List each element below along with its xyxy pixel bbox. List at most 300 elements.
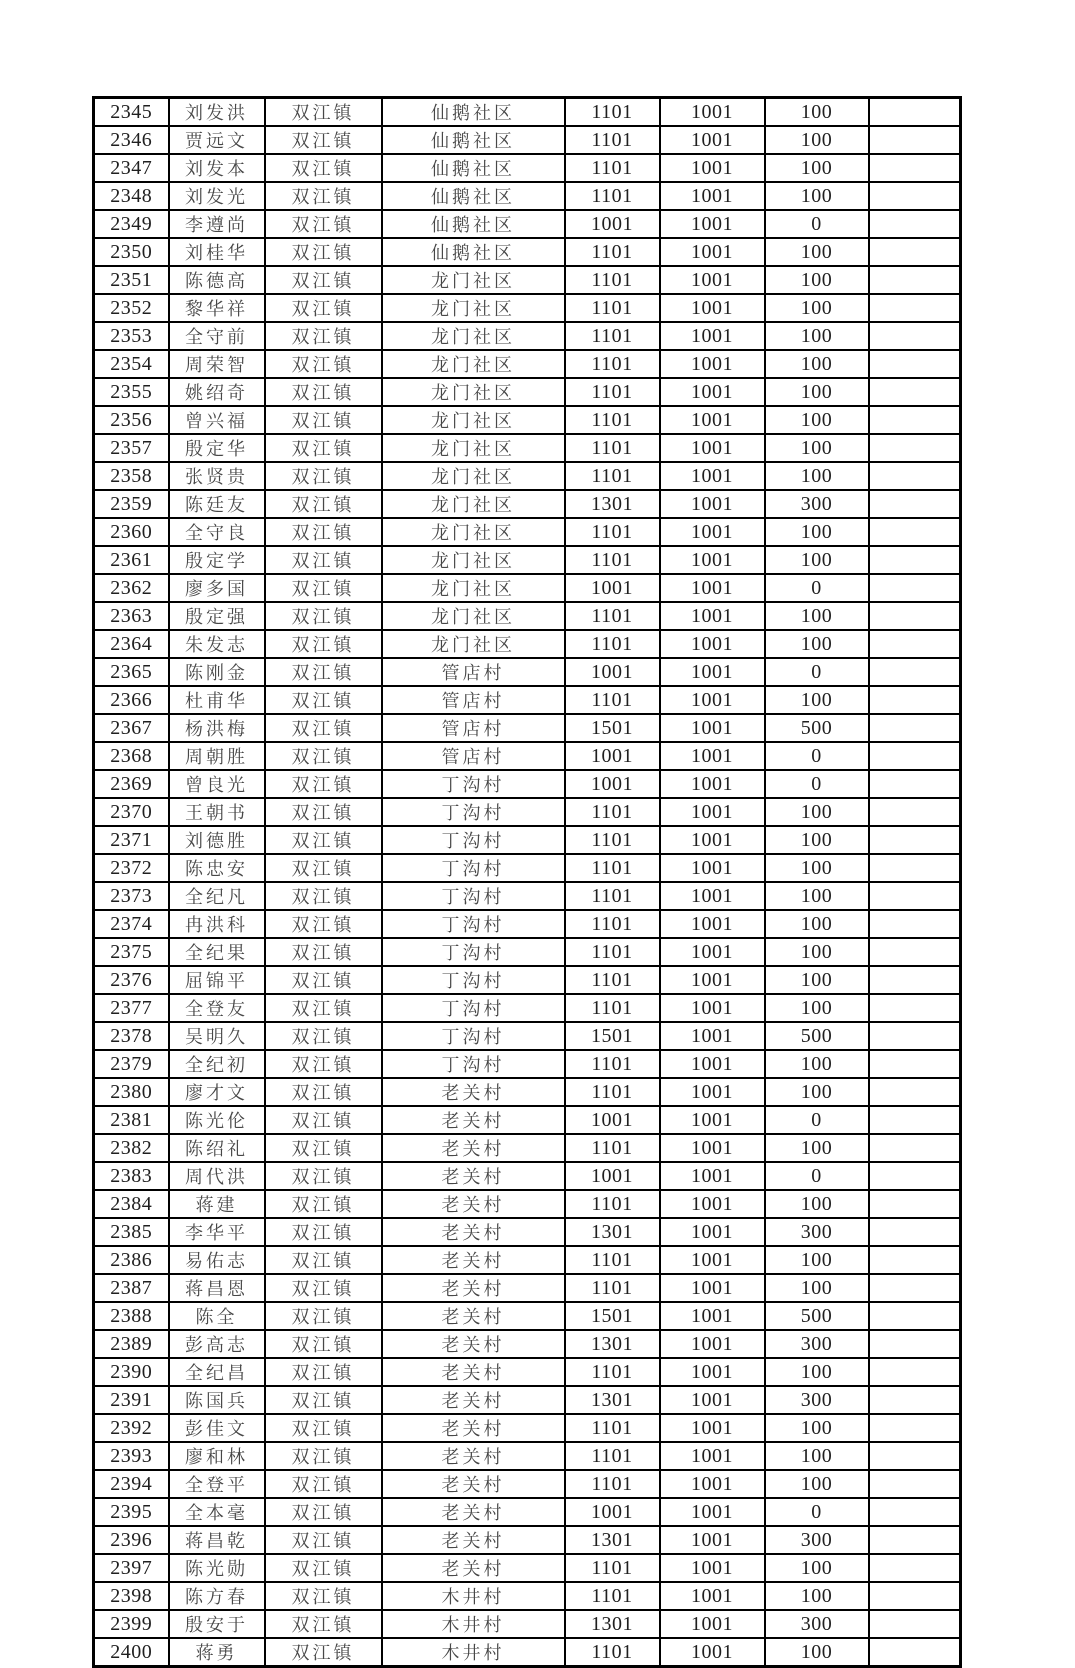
cell-serial-number: 2346 <box>94 126 169 154</box>
table-row <box>94 658 961 686</box>
cell-town: 双江镇 <box>265 686 382 714</box>
table-body <box>94 98 961 1667</box>
cell-serial-number: 2375 <box>94 938 169 966</box>
cell-amount-2: 1001 <box>660 826 765 854</box>
cell-person-name: 殷安于 <box>169 1610 265 1638</box>
table-row <box>94 882 961 910</box>
cell-town: 双江镇 <box>265 1134 382 1162</box>
table-row <box>94 938 961 966</box>
cell-serial-number: 2379 <box>94 1050 169 1078</box>
cell-village: 仙鹅社区 <box>382 154 565 182</box>
cell-empty <box>869 350 961 378</box>
cell-amount-2: 1001 <box>660 882 765 910</box>
cell-amount-3: 100 <box>765 350 869 378</box>
cell-village: 老关村 <box>382 1414 565 1442</box>
cell-serial-number: 2352 <box>94 294 169 322</box>
table-row <box>94 630 961 658</box>
cell-village: 龙门社区 <box>382 350 565 378</box>
cell-empty <box>869 1302 961 1330</box>
cell-amount-2: 1001 <box>660 1554 765 1582</box>
cell-village: 丁沟村 <box>382 966 565 994</box>
cell-amount-3: 500 <box>765 1302 869 1330</box>
cell-person-name: 彭佳文 <box>169 1414 265 1442</box>
table-row <box>94 1638 961 1667</box>
table-row <box>94 742 961 770</box>
cell-person-name: 全纪果 <box>169 938 265 966</box>
cell-serial-number: 2371 <box>94 826 169 854</box>
cell-town: 双江镇 <box>265 602 382 630</box>
cell-village: 老关村 <box>382 1442 565 1470</box>
cell-serial-number: 2382 <box>94 1134 169 1162</box>
cell-amount-2: 1001 <box>660 854 765 882</box>
cell-amount-3: 500 <box>765 714 869 742</box>
cell-village: 仙鹅社区 <box>382 182 565 210</box>
table-row <box>94 770 961 798</box>
cell-empty <box>869 406 961 434</box>
cell-serial-number: 2395 <box>94 1498 169 1526</box>
cell-empty <box>869 798 961 826</box>
cell-town: 双江镇 <box>265 966 382 994</box>
cell-amount-3: 100 <box>765 1358 869 1386</box>
cell-amount-1: 1101 <box>565 1190 660 1218</box>
cell-amount-3: 0 <box>765 1106 869 1134</box>
cell-person-name: 陈光伦 <box>169 1106 265 1134</box>
cell-village: 龙门社区 <box>382 630 565 658</box>
cell-amount-3: 100 <box>765 378 869 406</box>
table-row <box>94 686 961 714</box>
cell-village: 龙门社区 <box>382 574 565 602</box>
cell-empty <box>869 854 961 882</box>
table-row <box>94 1274 961 1302</box>
cell-person-name: 陈全 <box>169 1302 265 1330</box>
cell-town: 双江镇 <box>265 518 382 546</box>
cell-serial-number: 2357 <box>94 434 169 462</box>
cell-person-name: 廖和林 <box>169 1442 265 1470</box>
cell-town: 双江镇 <box>265 1358 382 1386</box>
cell-amount-3: 100 <box>765 1078 869 1106</box>
cell-amount-3: 300 <box>765 1330 869 1358</box>
cell-empty <box>869 1442 961 1470</box>
cell-amount-3: 100 <box>765 938 869 966</box>
cell-amount-1: 1301 <box>565 1610 660 1638</box>
cell-amount-3: 100 <box>765 1442 869 1470</box>
cell-town: 双江镇 <box>265 1162 382 1190</box>
cell-empty <box>869 658 961 686</box>
cell-town: 双江镇 <box>265 1246 382 1274</box>
cell-empty <box>869 294 961 322</box>
table-row <box>94 518 961 546</box>
cell-amount-2: 1001 <box>660 994 765 1022</box>
cell-serial-number: 2370 <box>94 798 169 826</box>
cell-empty <box>869 742 961 770</box>
cell-amount-3: 100 <box>765 294 869 322</box>
cell-empty <box>869 490 961 518</box>
cell-person-name: 贾远文 <box>169 126 265 154</box>
cell-village: 老关村 <box>382 1526 565 1554</box>
cell-serial-number: 2356 <box>94 406 169 434</box>
cell-amount-1: 1101 <box>565 994 660 1022</box>
cell-amount-2: 1001 <box>660 406 765 434</box>
cell-person-name: 王朝书 <box>169 798 265 826</box>
cell-amount-1: 1101 <box>565 966 660 994</box>
cell-amount-3: 100 <box>765 1582 869 1610</box>
cell-town: 双江镇 <box>265 490 382 518</box>
cell-serial-number: 2358 <box>94 462 169 490</box>
table-row <box>94 1134 961 1162</box>
cell-amount-1: 1501 <box>565 1022 660 1050</box>
cell-village: 老关村 <box>382 1162 565 1190</box>
cell-person-name: 易佑志 <box>169 1246 265 1274</box>
cell-town: 双江镇 <box>265 1190 382 1218</box>
cell-village: 龙门社区 <box>382 406 565 434</box>
cell-amount-1: 1101 <box>565 1470 660 1498</box>
cell-amount-3: 100 <box>765 1554 869 1582</box>
cell-village: 老关村 <box>382 1190 565 1218</box>
cell-serial-number: 2386 <box>94 1246 169 1274</box>
cell-serial-number: 2381 <box>94 1106 169 1134</box>
table-row <box>94 490 961 518</box>
cell-serial-number: 2361 <box>94 546 169 574</box>
cell-empty <box>869 686 961 714</box>
cell-town: 双江镇 <box>265 238 382 266</box>
table-row <box>94 1358 961 1386</box>
cell-person-name: 黎华祥 <box>169 294 265 322</box>
cell-town: 双江镇 <box>265 994 382 1022</box>
cell-town: 双江镇 <box>265 154 382 182</box>
cell-amount-2: 1001 <box>660 238 765 266</box>
roster-table <box>92 96 962 1668</box>
cell-amount-3: 100 <box>765 406 869 434</box>
cell-village: 管店村 <box>382 714 565 742</box>
cell-empty <box>869 882 961 910</box>
cell-town: 双江镇 <box>265 1330 382 1358</box>
table-row <box>94 826 961 854</box>
cell-amount-1: 1301 <box>565 1218 660 1246</box>
cell-empty <box>869 994 961 1022</box>
cell-amount-2: 1001 <box>660 1190 765 1218</box>
cell-empty <box>869 630 961 658</box>
table-row <box>94 910 961 938</box>
cell-amount-2: 1001 <box>660 518 765 546</box>
cell-village: 丁沟村 <box>382 798 565 826</box>
cell-serial-number: 2380 <box>94 1078 169 1106</box>
cell-empty <box>869 1190 961 1218</box>
cell-amount-2: 1001 <box>660 910 765 938</box>
cell-amount-3: 100 <box>765 882 869 910</box>
cell-town: 双江镇 <box>265 434 382 462</box>
cell-amount-3: 100 <box>765 154 869 182</box>
cell-town: 双江镇 <box>265 462 382 490</box>
cell-amount-2: 1001 <box>660 966 765 994</box>
table-row <box>94 210 961 238</box>
cell-amount-2: 1001 <box>660 630 765 658</box>
cell-amount-3: 100 <box>765 434 869 462</box>
cell-amount-2: 1001 <box>660 1638 765 1667</box>
cell-amount-1: 1001 <box>565 770 660 798</box>
cell-amount-3: 100 <box>765 1274 869 1302</box>
cell-empty <box>869 1638 961 1667</box>
cell-empty <box>869 1582 961 1610</box>
cell-serial-number: 2368 <box>94 742 169 770</box>
cell-amount-1: 1301 <box>565 1526 660 1554</box>
cell-empty <box>869 1134 961 1162</box>
cell-amount-2: 1001 <box>660 266 765 294</box>
cell-serial-number: 2389 <box>94 1330 169 1358</box>
cell-amount-3: 100 <box>765 1050 869 1078</box>
table-row <box>94 1386 961 1414</box>
cell-amount-1: 1101 <box>565 798 660 826</box>
cell-amount-3: 0 <box>765 574 869 602</box>
cell-empty <box>869 1218 961 1246</box>
table-row <box>94 1246 961 1274</box>
cell-empty <box>869 322 961 350</box>
cell-empty <box>869 1526 961 1554</box>
cell-village: 龙门社区 <box>382 462 565 490</box>
cell-empty <box>869 1498 961 1526</box>
cell-town: 双江镇 <box>265 826 382 854</box>
table-row <box>94 378 961 406</box>
cell-village: 仙鹅社区 <box>382 210 565 238</box>
cell-town: 双江镇 <box>265 658 382 686</box>
cell-empty <box>869 1554 961 1582</box>
cell-person-name: 蒋建 <box>169 1190 265 1218</box>
cell-amount-2: 1001 <box>660 938 765 966</box>
cell-amount-3: 100 <box>765 1134 869 1162</box>
cell-amount-3: 100 <box>765 798 869 826</box>
cell-amount-2: 1001 <box>660 1050 765 1078</box>
cell-empty <box>869 1610 961 1638</box>
cell-town: 双江镇 <box>265 910 382 938</box>
cell-amount-3: 0 <box>765 658 869 686</box>
cell-village: 龙门社区 <box>382 378 565 406</box>
cell-village: 老关村 <box>382 1386 565 1414</box>
cell-amount-3: 100 <box>765 1190 869 1218</box>
cell-serial-number: 2383 <box>94 1162 169 1190</box>
cell-amount-3: 100 <box>765 1470 869 1498</box>
cell-amount-3: 300 <box>765 1386 869 1414</box>
cell-person-name: 陈德高 <box>169 266 265 294</box>
cell-amount-1: 1101 <box>565 294 660 322</box>
cell-amount-1: 1101 <box>565 686 660 714</box>
cell-amount-3: 100 <box>765 266 869 294</box>
cell-amount-2: 1001 <box>660 126 765 154</box>
cell-amount-1: 1101 <box>565 322 660 350</box>
cell-person-name: 全登友 <box>169 994 265 1022</box>
cell-amount-3: 0 <box>765 210 869 238</box>
cell-town: 双江镇 <box>265 1022 382 1050</box>
cell-amount-3: 0 <box>765 742 869 770</box>
cell-amount-3: 100 <box>765 910 869 938</box>
cell-person-name: 刘发光 <box>169 182 265 210</box>
cell-village: 老关村 <box>382 1554 565 1582</box>
cell-amount-1: 1101 <box>565 854 660 882</box>
table-row <box>94 1442 961 1470</box>
cell-town: 双江镇 <box>265 1638 382 1667</box>
cell-amount-2: 1001 <box>660 1470 765 1498</box>
table-row <box>94 546 961 574</box>
cell-empty <box>869 546 961 574</box>
cell-person-name: 刘桂华 <box>169 238 265 266</box>
cell-amount-1: 1001 <box>565 1162 660 1190</box>
cell-amount-1: 1101 <box>565 462 660 490</box>
cell-serial-number: 2399 <box>94 1610 169 1638</box>
cell-village: 丁沟村 <box>382 1050 565 1078</box>
cell-person-name: 殷定强 <box>169 602 265 630</box>
cell-serial-number: 2350 <box>94 238 169 266</box>
cell-town: 双江镇 <box>265 350 382 378</box>
cell-amount-1: 1101 <box>565 826 660 854</box>
cell-town: 双江镇 <box>265 1610 382 1638</box>
cell-amount-2: 1001 <box>660 98 765 127</box>
cell-amount-1: 1101 <box>565 1246 660 1274</box>
cell-amount-2: 1001 <box>660 1526 765 1554</box>
cell-empty <box>869 714 961 742</box>
cell-town: 双江镇 <box>265 266 382 294</box>
cell-village: 老关村 <box>382 1218 565 1246</box>
cell-amount-1: 1101 <box>565 1050 660 1078</box>
cell-empty <box>869 182 961 210</box>
cell-village: 龙门社区 <box>382 518 565 546</box>
cell-amount-1: 1101 <box>565 518 660 546</box>
cell-village: 老关村 <box>382 1134 565 1162</box>
cell-amount-2: 1001 <box>660 1610 765 1638</box>
cell-empty <box>869 1414 961 1442</box>
cell-town: 双江镇 <box>265 630 382 658</box>
cell-village: 木井村 <box>382 1610 565 1638</box>
cell-amount-2: 1001 <box>660 1442 765 1470</box>
cell-serial-number: 2394 <box>94 1470 169 1498</box>
cell-town: 双江镇 <box>265 1414 382 1442</box>
table-row <box>94 1414 961 1442</box>
table-row <box>94 1526 961 1554</box>
cell-amount-1: 1001 <box>565 658 660 686</box>
table-row <box>94 1302 961 1330</box>
cell-amount-1: 1001 <box>565 1106 660 1134</box>
cell-person-name: 全纪昌 <box>169 1358 265 1386</box>
cell-amount-2: 1001 <box>660 546 765 574</box>
cell-empty <box>869 1022 961 1050</box>
cell-amount-1: 1101 <box>565 1582 660 1610</box>
cell-amount-1: 1101 <box>565 1274 660 1302</box>
cell-person-name: 吴明久 <box>169 1022 265 1050</box>
cell-amount-2: 1001 <box>660 462 765 490</box>
cell-person-name: 姚绍奇 <box>169 378 265 406</box>
table-row <box>94 798 961 826</box>
cell-amount-2: 1001 <box>660 1078 765 1106</box>
cell-town: 双江镇 <box>265 1274 382 1302</box>
cell-serial-number: 2353 <box>94 322 169 350</box>
cell-town: 双江镇 <box>265 322 382 350</box>
table-row <box>94 182 961 210</box>
table-row <box>94 126 961 154</box>
cell-amount-2: 1001 <box>660 182 765 210</box>
cell-amount-3: 100 <box>765 1638 869 1667</box>
cell-serial-number: 2398 <box>94 1582 169 1610</box>
table-row <box>94 1554 961 1582</box>
cell-amount-2: 1001 <box>660 1106 765 1134</box>
cell-amount-1: 1101 <box>565 406 660 434</box>
cell-amount-1: 1101 <box>565 434 660 462</box>
cell-empty <box>869 1386 961 1414</box>
cell-village: 管店村 <box>382 686 565 714</box>
cell-serial-number: 2345 <box>94 98 169 127</box>
cell-village: 老关村 <box>382 1330 565 1358</box>
cell-empty <box>869 378 961 406</box>
cell-village: 龙门社区 <box>382 294 565 322</box>
cell-empty <box>869 1078 961 1106</box>
cell-amount-3: 100 <box>765 686 869 714</box>
cell-person-name: 李华平 <box>169 1218 265 1246</box>
cell-amount-3: 300 <box>765 1218 869 1246</box>
cell-serial-number: 2369 <box>94 770 169 798</box>
cell-person-name: 陈光勋 <box>169 1554 265 1582</box>
cell-town: 双江镇 <box>265 210 382 238</box>
cell-amount-2: 1001 <box>660 1246 765 1274</box>
cell-empty <box>869 238 961 266</box>
cell-serial-number: 2400 <box>94 1638 169 1667</box>
cell-village: 丁沟村 <box>382 938 565 966</box>
cell-amount-2: 1001 <box>660 1498 765 1526</box>
cell-person-name: 全纪凡 <box>169 882 265 910</box>
cell-town: 双江镇 <box>265 294 382 322</box>
cell-empty <box>869 1358 961 1386</box>
cell-empty <box>869 910 961 938</box>
cell-amount-3: 300 <box>765 1610 869 1638</box>
cell-amount-3: 100 <box>765 602 869 630</box>
cell-empty <box>869 1246 961 1274</box>
cell-town: 双江镇 <box>265 1386 382 1414</box>
cell-town: 双江镇 <box>265 798 382 826</box>
cell-serial-number: 2385 <box>94 1218 169 1246</box>
cell-amount-2: 1001 <box>660 350 765 378</box>
cell-town: 双江镇 <box>265 1554 382 1582</box>
cell-amount-3: 100 <box>765 98 869 127</box>
cell-town: 双江镇 <box>265 882 382 910</box>
cell-town: 双江镇 <box>265 714 382 742</box>
cell-serial-number: 2372 <box>94 854 169 882</box>
cell-village: 仙鹅社区 <box>382 126 565 154</box>
cell-amount-3: 300 <box>765 1526 869 1554</box>
cell-town: 双江镇 <box>265 406 382 434</box>
table-row <box>94 1470 961 1498</box>
cell-person-name: 周朝胜 <box>169 742 265 770</box>
cell-village: 老关村 <box>382 1302 565 1330</box>
cell-amount-2: 1001 <box>660 1582 765 1610</box>
table-row <box>94 1218 961 1246</box>
table-row <box>94 98 961 127</box>
table-row <box>94 294 961 322</box>
cell-amount-2: 1001 <box>660 686 765 714</box>
cell-village: 老关村 <box>382 1078 565 1106</box>
table-row <box>94 854 961 882</box>
cell-amount-1: 1301 <box>565 1330 660 1358</box>
cell-amount-2: 1001 <box>660 1358 765 1386</box>
cell-town: 双江镇 <box>265 1302 382 1330</box>
cell-empty <box>869 826 961 854</box>
cell-amount-2: 1001 <box>660 434 765 462</box>
cell-amount-3: 100 <box>765 322 869 350</box>
cell-amount-3: 100 <box>765 238 869 266</box>
cell-amount-3: 100 <box>765 546 869 574</box>
cell-amount-2: 1001 <box>660 1414 765 1442</box>
cell-person-name: 陈廷友 <box>169 490 265 518</box>
cell-amount-1: 1001 <box>565 210 660 238</box>
cell-empty <box>869 1274 961 1302</box>
cell-village: 龙门社区 <box>382 490 565 518</box>
cell-amount-3: 0 <box>765 1162 869 1190</box>
cell-serial-number: 2363 <box>94 602 169 630</box>
cell-amount-1: 1101 <box>565 266 660 294</box>
